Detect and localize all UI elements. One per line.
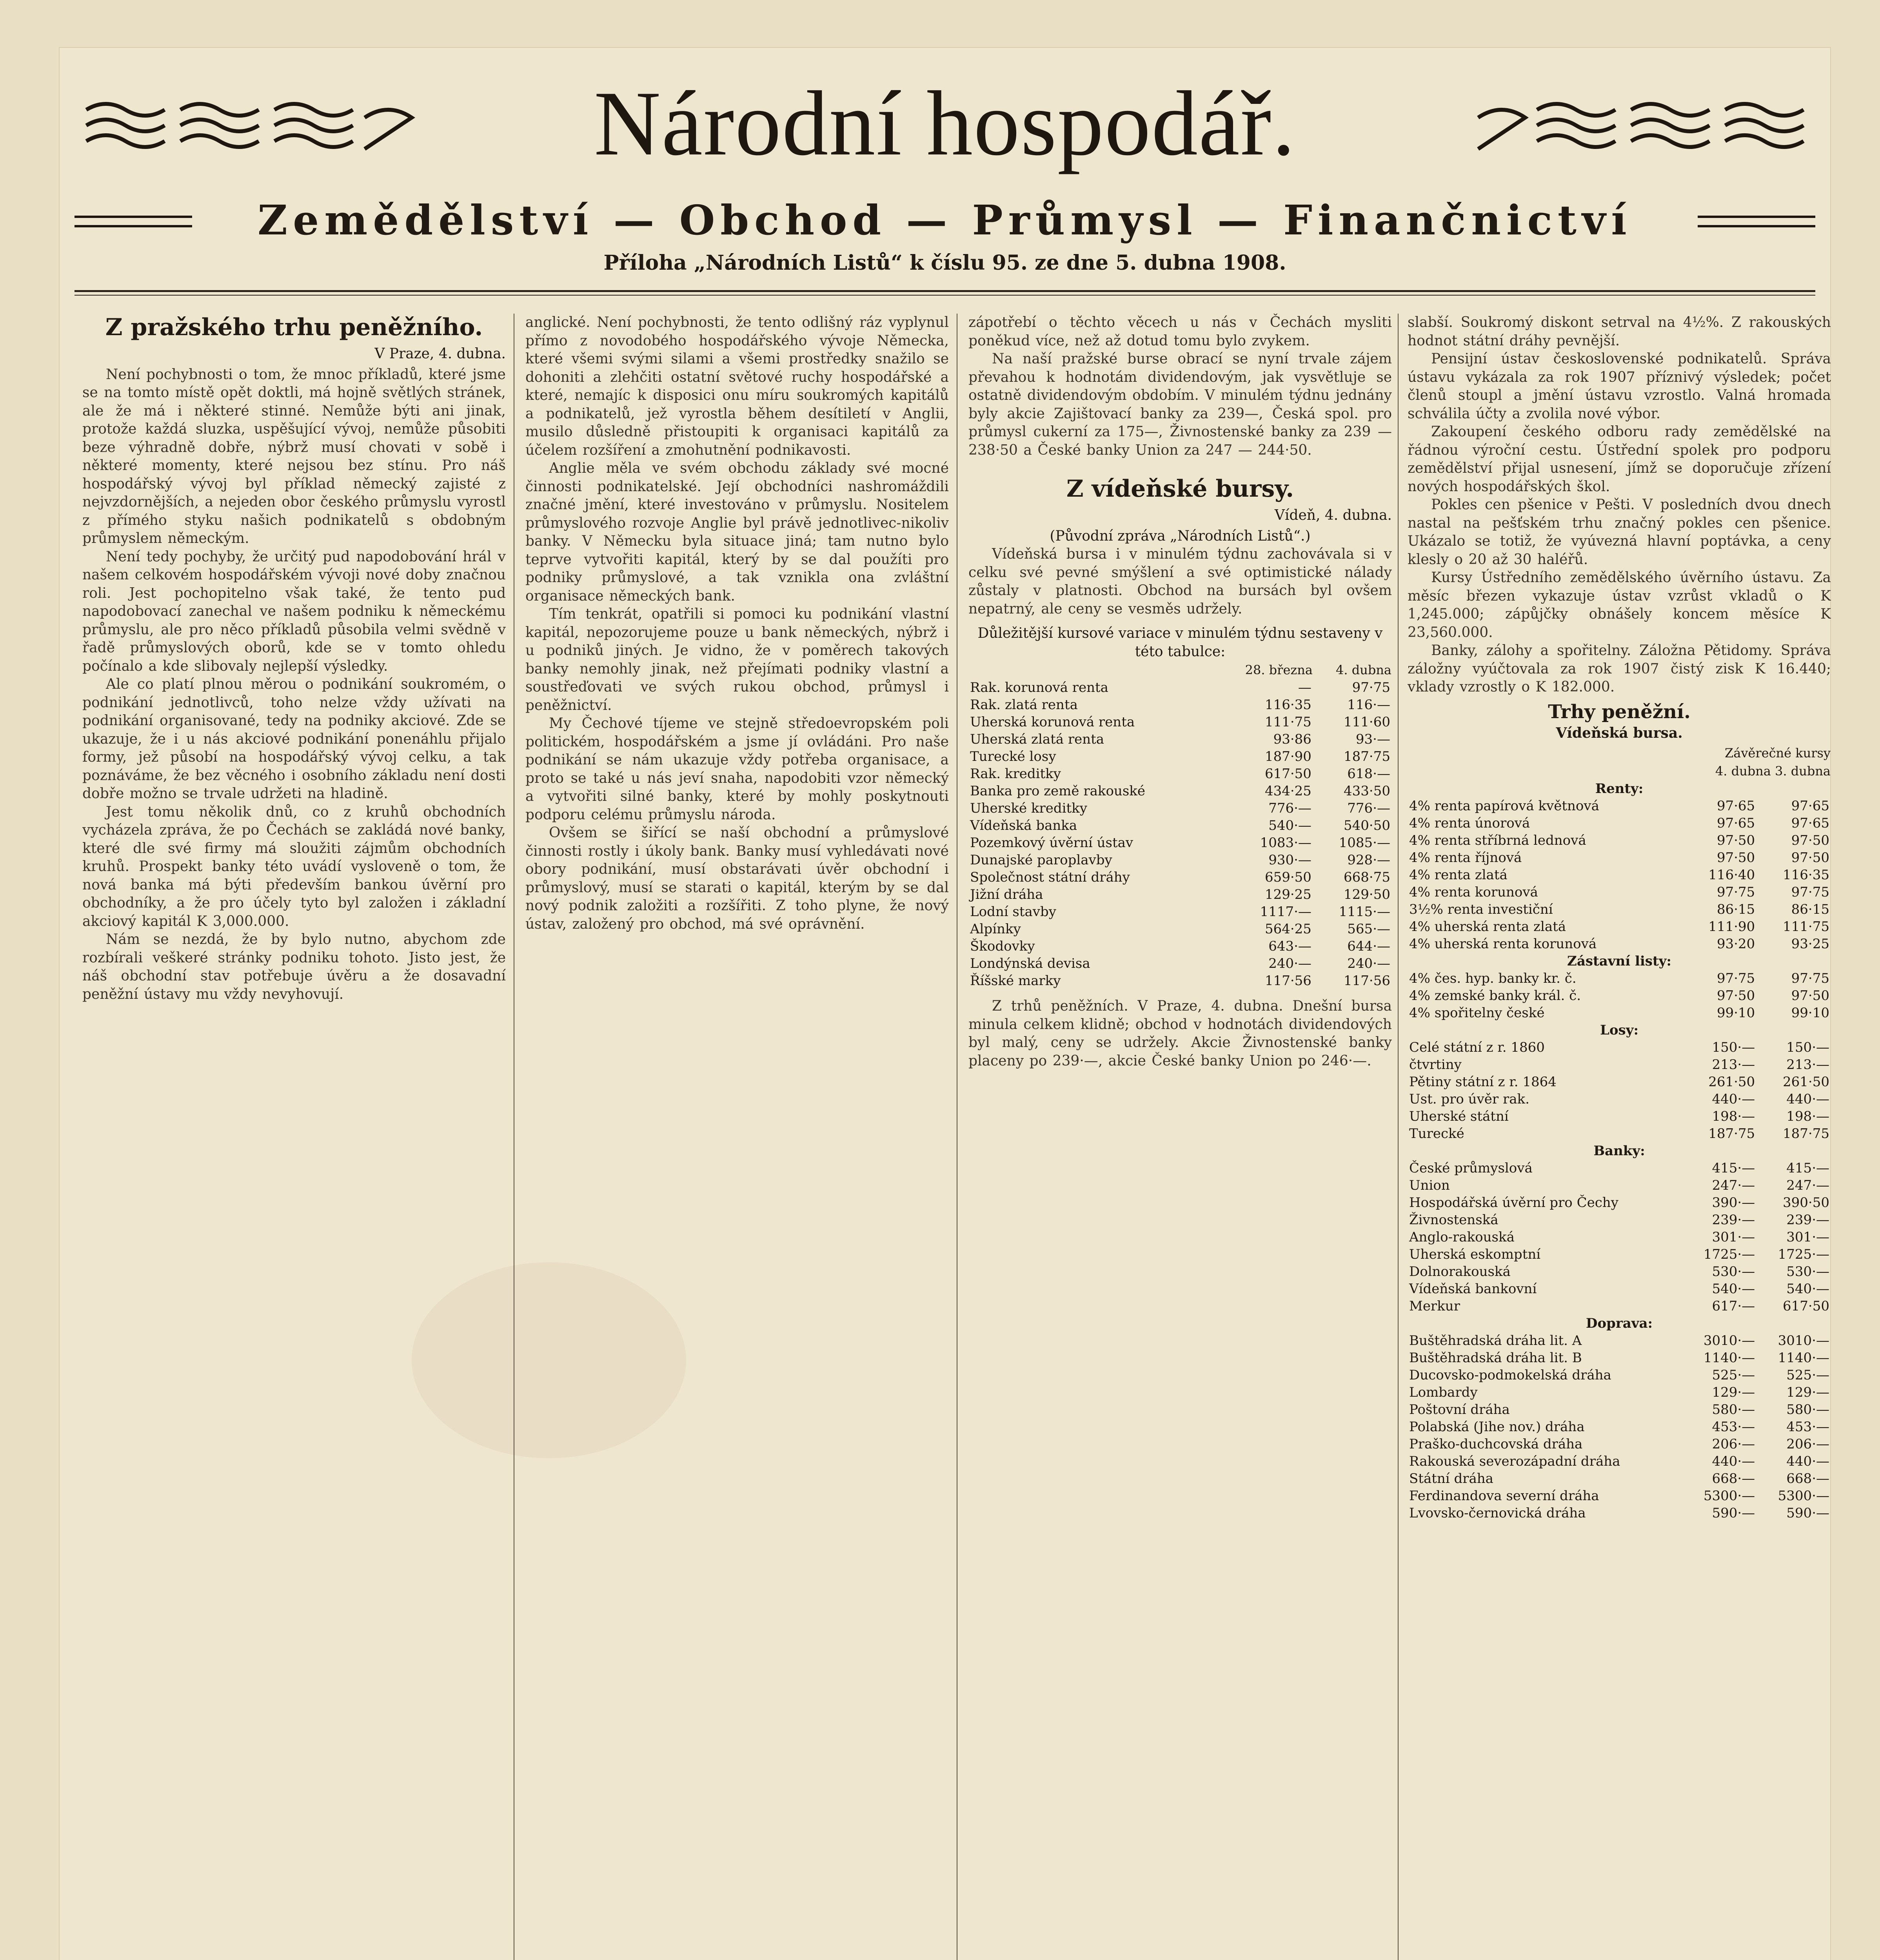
table-row: [1408, 1470, 1831, 1487]
row-label: Rakouská severozápadní dráha: [1409, 1453, 1620, 1469]
row-value: 111·75: [1264, 714, 1311, 730]
table-row: [1408, 1160, 1831, 1177]
row-value: 97·50: [1791, 987, 1829, 1004]
table-row: [968, 972, 1392, 989]
row-value: 928·—: [1347, 852, 1390, 868]
paragraph: anglické. Není pochybnosti, že tento odlišný ráz vyplynul přímo z novodobého hospodářského vývoje Německa, které všemi svými silami a všemi prostředky snažilo se dohoniti a zlehčiti ostatní světové ruchy hospodářské a které, nemajíc k disposici onu míru soukromých kapitálů a podnikatelů, jež vyrostla během desítiletí v Anglii, musilo důsledně přistoupiti k organisaci kapitálů za účelem rozšíření a zmohutnění podnikavosti.: [525, 314, 949, 458]
row-label: Polabská (Jihe nov.) dráha: [1409, 1419, 1585, 1435]
row-value: 97·75: [1717, 884, 1755, 900]
row-label: Praško-duchcovská dráha: [1409, 1436, 1583, 1452]
row-value: 440·—: [1712, 1453, 1755, 1469]
paragraph: Kursy Ústředního zemědělského úvěrního ústavu. Za měsíc březen vykazuje ústav vzrůst vkladů o K 1,245.000; zápůjčky obnášely koncem měsíce K 23,560.000.: [1408, 570, 1831, 641]
row-label: Poštovní dráha: [1409, 1401, 1510, 1417]
row-value: 86·15: [1717, 901, 1755, 917]
row-label: Ducovsko-podmokelská dráha: [1409, 1367, 1611, 1383]
table-row: [1408, 1280, 1831, 1298]
row-label: Lodní stavby: [970, 904, 1056, 920]
table-row: [1408, 797, 1831, 815]
table-row: [968, 782, 1392, 800]
row-value: 261·50: [1783, 1074, 1829, 1090]
row-value: 97·65: [1717, 798, 1755, 814]
table-header-row: [1408, 762, 1831, 780]
table-row: [968, 748, 1392, 765]
table-row: [1408, 1004, 1831, 1022]
section-note: (Původní zpráva „Národních Listů“.): [1050, 528, 1311, 544]
row-value: 261·50: [1708, 1074, 1755, 1090]
row-value: 434·25: [1264, 783, 1311, 799]
row-value: 97·50: [1717, 987, 1755, 1004]
row-label: Rak. kreditky: [970, 766, 1061, 782]
paragraph: My Čechové tíjeme ve stejně středoevropském poli politickém, hospodářském a jsme jí ovládáni. Pro naše podnikání se nám ukazuje vždy potřeba organisace, a proto se také u nás jeví snaha, napodobiti vzor německý a vytvořiti silné banky, které by mohly poskytnouti podporu celému průmyslu národa.: [525, 715, 949, 823]
table-header-row: [1408, 744, 1831, 762]
table-row: [1408, 970, 1831, 987]
row-label: Anglo-rakouská: [1409, 1229, 1515, 1245]
row-value: 116·35: [1783, 867, 1829, 883]
article-dateline: V Praze, 4. dubna.: [374, 346, 506, 362]
row-label: Společnost státní dráhy: [970, 869, 1130, 885]
row-value: 97·75: [1352, 680, 1390, 695]
row-value: 564·25: [1264, 921, 1311, 937]
table-row: [968, 834, 1392, 851]
section-title: Z vídeňské bursy.: [1066, 475, 1294, 503]
rule-right: [1698, 216, 1815, 227]
table-row: [1408, 1332, 1831, 1349]
row-value: 187·75: [1783, 1125, 1829, 1142]
row-label: Turecké losy: [970, 749, 1056, 764]
row-value: 776·—: [1347, 800, 1390, 816]
row-value: 1140·—: [1778, 1350, 1829, 1366]
row-value: 3010·—: [1703, 1332, 1755, 1348]
row-value: 530·—: [1786, 1263, 1829, 1279]
table-row: [1408, 849, 1831, 866]
row-label: Rak. zlatá renta: [970, 697, 1078, 713]
row-value: 187·90: [1264, 749, 1311, 764]
row-label: 4% čes. hyp. banky kr. č.: [1409, 970, 1577, 986]
group-header-row: [1408, 1142, 1831, 1160]
row-value: 440·—: [1712, 1091, 1755, 1107]
row-value: 129·25: [1264, 887, 1311, 902]
row-value: 525·—: [1786, 1367, 1829, 1383]
column-2: [525, 314, 949, 1960]
row-value: 247·—: [1712, 1177, 1755, 1193]
group-header-row: [1408, 1315, 1831, 1332]
row-label: Dunajské paroplavby: [970, 852, 1112, 868]
row-value: 618·—: [1347, 766, 1390, 782]
row-value: 930·—: [1268, 852, 1311, 868]
paragraph: zápotřebí o těchto věcech u nás v Čechách mysliti poněkud více, než až dotud tomu bylo zvykem.: [968, 314, 1392, 349]
row-value: 116·—: [1347, 697, 1390, 713]
kurs-table: [968, 661, 1392, 989]
row-label: Pětiny státní z r. 1864: [1409, 1074, 1557, 1090]
row-value: 86·15: [1791, 901, 1829, 917]
row-value: 93·86: [1273, 731, 1311, 747]
row-label: Buštěhradská dráha lit. A: [1409, 1332, 1582, 1348]
rule-left: [74, 216, 192, 227]
row-value: 117·56: [1344, 973, 1390, 989]
row-value: 97·75: [1717, 970, 1755, 986]
table-row: [968, 955, 1392, 972]
quotes-table: [1408, 744, 1831, 1522]
row-value: 643·—: [1268, 938, 1311, 954]
row-label: Lombardy: [1409, 1384, 1478, 1400]
table-row: [968, 938, 1392, 955]
row-value: 301·—: [1786, 1229, 1829, 1245]
table-row: [1408, 815, 1831, 832]
table-row: [968, 920, 1392, 938]
row-value: 668·—: [1786, 1470, 1829, 1486]
masthead-title: Národní hospodář.: [594, 73, 1296, 175]
table-row: [1408, 884, 1831, 901]
table-row: [1408, 1401, 1831, 1418]
table-row: [1408, 1453, 1831, 1470]
row-label: Živnostenská: [1409, 1212, 1499, 1228]
table-row: [1408, 866, 1831, 884]
row-value: 111·60: [1344, 714, 1390, 730]
table-row: [968, 713, 1392, 731]
row-label: 3½% renta investiční: [1409, 901, 1553, 917]
row-value: 659·50: [1264, 869, 1311, 885]
row-value: 111·90: [1708, 918, 1755, 935]
table-row: [968, 731, 1392, 748]
column-3: [968, 314, 1392, 1960]
table-row: [1408, 1436, 1831, 1453]
row-label: 4% renta zlatá: [1409, 867, 1508, 883]
row-value: 5300·—: [1778, 1488, 1829, 1504]
table-row: [1408, 901, 1831, 918]
row-value: 540·—: [1712, 1281, 1755, 1297]
table-row: [1408, 1298, 1831, 1315]
row-value: 525·—: [1712, 1367, 1755, 1383]
table-row: [1408, 1487, 1831, 1504]
header-divider: [74, 290, 1815, 292]
paragraph: Banky, zálohy a spořitelny. Záložna Pětidomy. Správa záložny vyúčtovala za rok 1907 čistý zisk K 16.440; vklady vzrostly o K 182.000.: [1408, 642, 1831, 695]
row-value: 150·—: [1712, 1039, 1755, 1055]
table-row: [1408, 1418, 1831, 1436]
group-header: Renty:: [1595, 780, 1644, 797]
row-value: 617·50: [1264, 766, 1311, 782]
row-value: 129·—: [1712, 1384, 1755, 1400]
row-label: Uherská zlatá renta: [970, 731, 1104, 747]
ornament-right-icon: [1470, 94, 1807, 157]
row-value: 453·—: [1712, 1419, 1755, 1435]
row-value: 1140·—: [1703, 1350, 1755, 1366]
row-value: 240·—: [1347, 956, 1390, 971]
row-label: Alpínky: [970, 921, 1021, 937]
row-label: Ust. pro úvěr rak.: [1409, 1091, 1529, 1107]
header-divider-thin: [74, 295, 1815, 296]
table-row: [968, 886, 1392, 903]
row-value: 415·—: [1712, 1160, 1755, 1176]
row-value: 390·50: [1783, 1194, 1829, 1210]
row-label: 4% uherská renta zlatá: [1409, 918, 1566, 935]
row-label: Lvovsko-černovická dráha: [1409, 1505, 1586, 1521]
row-label: Banka pro země rakouské: [970, 783, 1145, 799]
group-header: Losy:: [1600, 1022, 1639, 1038]
row-label: Dolnorakouská: [1409, 1263, 1511, 1279]
paragraph: Není tedy pochyby, že určitý pud napodobování hrál v našem celkovém hospodářském vývoji nové doby značnou roli. Jest pochopitelno však také, že tento pud napodobovací zanechal ve našem podniku k německému průmyslu, ale pro něco příkladů působila velmi svědně v řadě průmyslových oborů, kde se v tomto ohledu počínalo a kde slibovaly nejlepší výsledky.: [82, 548, 506, 674]
row-value: 565·—: [1347, 921, 1390, 937]
row-value: 97·75: [1791, 884, 1829, 900]
group-header-row: [1408, 953, 1831, 970]
row-value: 5300·—: [1703, 1488, 1755, 1504]
table-row: [1408, 1091, 1831, 1108]
group-header: Zástavní listy:: [1567, 953, 1671, 969]
row-label: Hospodářská úvěrní pro Čechy: [1409, 1194, 1618, 1210]
row-value: 644·—: [1347, 938, 1390, 954]
paragraph: Není pochybnosti o tom, že mnoc příkladů, které jsme se na tomto místě opět doktli, má hojně světlých stránek, ale že má i některé stinné. Nemůže býti ani jinak, protože každá sluzka, uspěšující vývoj, nemůže působiti beze výhradně dobře, nýbrž musí chovati v sobě i některé momenty, které nejsou bez stínu. Pro náš hospodářský vývoj byl příklad německý zajisté z nejvzdornějších, a nejeden obor českého průmyslu vyrostl z přímého styku našich podnikatelů s obdobným průmyslem německým.: [82, 366, 506, 546]
table-row: [1408, 1367, 1831, 1384]
group-header: Doprava:: [1586, 1315, 1653, 1331]
paragraph: Zakoupení českého odboru rady zemědělské na řádnou výroční cestu. Ústřední spolek pro podporu zemědělství přijal usnesení, jímž se doporučuje zřízení nových hospodářských škol.: [1408, 424, 1831, 495]
paragraph: Pokles cen pšenice v Pešti. V posledních dvou dnech nastal na pešťském trhu značný pokles cen pšenice. Ukázalo se totiž, že vyúvezná hlavní poptávka, a ceny klesly o 20 až 30 haléřů.: [1408, 497, 1831, 568]
row-value: 150·—: [1786, 1039, 1829, 1055]
table-row: [1408, 1349, 1831, 1367]
paragraph: Pensijní ústav československé podnikatelů. Správa ústavu vykázala za rok 1907 příznivý výsledek; počet členů stoupl a jmění ústavu vzrostlo. Valná hromada schválila účty a zvolila nové výbor.: [1408, 351, 1831, 422]
row-label: 4% renta únorová: [1409, 815, 1530, 831]
table-header-row: [968, 661, 1392, 679]
row-value: 198·—: [1786, 1108, 1829, 1124]
row-label: Union: [1409, 1177, 1450, 1193]
masthead: [59, 63, 1831, 180]
table-row: [1408, 987, 1831, 1004]
table-row: [968, 903, 1392, 920]
row-value: 213·—: [1712, 1056, 1755, 1073]
row-label: Merkur: [1409, 1298, 1460, 1314]
table-caption: Důležitější kursové variace v minulém týdnu sestaveny v této tabulce:: [977, 625, 1383, 660]
table-row: [1408, 1246, 1831, 1263]
row-value: 440·—: [1786, 1091, 1829, 1107]
table-row: [1408, 1073, 1831, 1091]
row-label: Škodovky: [970, 938, 1035, 954]
column-header: 4. dubna: [1336, 662, 1391, 677]
row-label: 4% renta korunová: [1409, 884, 1538, 900]
row-value: 580·—: [1712, 1401, 1755, 1417]
table-row: [1408, 1056, 1831, 1073]
row-value: 111·75: [1783, 918, 1829, 935]
row-value: 187·75: [1344, 749, 1390, 764]
table-row: [1408, 1194, 1831, 1211]
row-value: 97·50: [1717, 849, 1755, 866]
row-value: 776·—: [1268, 800, 1311, 816]
row-value: 590·—: [1712, 1505, 1755, 1521]
row-value: 433·50: [1344, 783, 1390, 799]
row-label: Londýnská devisa: [970, 956, 1090, 971]
row-value: 1725·—: [1703, 1246, 1755, 1262]
paragraph: Z trhů peněžních. V Praze, 4. dubna. Dnešní bursa minula celkem klidně; obchod v hodnotách dividendových byl malý, ceny se udržely. Akcie Živnostenské banky placeny po 239·—, akcie České banky Union po 246·—.: [968, 998, 1392, 1069]
row-label: 4% spořitelny české: [1409, 1005, 1545, 1021]
row-label: Turecké: [1409, 1125, 1464, 1142]
row-label: Pozemkový úvěrní ústav: [970, 835, 1133, 851]
table-row: [1408, 918, 1831, 935]
row-value: 440·—: [1786, 1453, 1829, 1469]
paragraph: Anglie měla ve svém obchodu základy své mocné činnosti podnikatelské. Její obchodníci nashromáždili značné jmění, které investováno v průmyslu. Nositelem průmyslového rozvoje Anglie byl právě jednotlivec-nikoliv banky. V Německu byla situace jiná; tam nutno bylo teprve vytvořiti kapitál, který by se dal použíti pro podniky průmyslové, a tak vznikla ona zvláštní organisace německých bank.: [525, 460, 949, 604]
table-row: [1408, 1504, 1831, 1522]
row-label: Uherské kreditky: [970, 800, 1087, 816]
row-label: 4% renta říjnová: [1409, 849, 1522, 866]
row-value: 93·25: [1791, 936, 1829, 952]
row-value: 3010·—: [1778, 1332, 1829, 1348]
row-value: 93·—: [1355, 731, 1390, 747]
table-row: [1408, 1263, 1831, 1280]
group-header: Banky:: [1593, 1143, 1645, 1159]
section-dateline: Vídeň, 4. dubna.: [1274, 507, 1392, 523]
row-value: 1115·—: [1339, 904, 1390, 920]
article-title: Z pražského trhu peněžního.: [105, 314, 483, 341]
table-row: [1408, 935, 1831, 953]
row-value: 97·50: [1791, 849, 1829, 866]
row-value: 206·—: [1786, 1436, 1829, 1452]
row-label: České průmyslová: [1409, 1160, 1533, 1176]
group-header-row: [1408, 780, 1831, 797]
row-label: Vídeňská banka: [970, 818, 1077, 833]
paragraph: Jest tomu několik dnů, co z kruhů obchodních vycházela zpráva, že po Čechách se zakládá nové banky, které dle své firmy má sloužiti zájmům obchodních kruhů. Prospekt banky této uvádí vysloveně o tom, že nová banka má býti především bankou úvěrní pro obchodníky, a že pro účely tyto byl založen i základní akciový kapitál K 3,000.000.: [82, 804, 506, 929]
row-value: 1085·—: [1339, 835, 1390, 851]
row-label: Jižní dráha: [970, 887, 1043, 902]
row-value: 129·50: [1344, 887, 1390, 902]
column-1: [82, 314, 506, 1960]
row-value: 206·—: [1712, 1436, 1755, 1452]
row-label: Rak. korunová renta: [970, 680, 1108, 695]
row-value: 247·—: [1786, 1177, 1829, 1193]
paragraph: slabší. Soukromý diskont setrval na 4½%. Z rakouských hodnot státní dráhy pevnější.: [1408, 314, 1831, 349]
table-row: [968, 696, 1392, 713]
row-value: 453·—: [1786, 1419, 1829, 1435]
row-value: 116·35: [1264, 697, 1311, 713]
row-label: Státní dráha: [1409, 1470, 1493, 1486]
table-row: [1408, 1211, 1831, 1229]
row-label: Uherská eskomptní: [1409, 1246, 1541, 1262]
row-label: Říšské marky: [970, 973, 1061, 989]
table-row: [1408, 1229, 1831, 1246]
row-value: 187·75: [1708, 1125, 1755, 1142]
column-divider: [1398, 314, 1399, 1960]
table-row: [968, 679, 1392, 696]
row-value: 617·50: [1783, 1298, 1829, 1314]
row-value: 540·—: [1268, 818, 1311, 833]
row-value: 240·—: [1268, 956, 1311, 971]
row-label: 4% zemské banky král. č.: [1409, 987, 1581, 1004]
row-value: 99·10: [1791, 1005, 1829, 1021]
table-row: [968, 800, 1392, 817]
row-label: Uherská korunová renta: [970, 714, 1135, 730]
row-value: 97·65: [1791, 815, 1829, 831]
column-header: 28. března: [1245, 662, 1313, 677]
row-value: 99·10: [1717, 1005, 1755, 1021]
row-value: 540·—: [1786, 1281, 1829, 1297]
table-row: [968, 765, 1392, 782]
table-row: [1408, 1177, 1831, 1194]
row-value: 580·—: [1786, 1401, 1829, 1417]
paragraph: Ovšem se šiřící se naší obchodní a průmyslové činnosti rostly i úkoly bank. Banky musí vyhledávati nové obory podnikání, musí obstarávati úvěr obchodní i průmyslový, musí se starati o kapitál, kterým by se dal nový podnik založiti a rozšířiti. Z toho plyne, že nový ústav, založený pro obchod, má své oprávnění.: [525, 825, 949, 932]
supplement-line: Příloha „Národních Listů“ k číslu 95. ze dne 5. dubna 1908.: [603, 251, 1286, 275]
row-value: 1117·—: [1260, 904, 1311, 920]
row-label: 4% uherská renta korunová: [1409, 936, 1597, 952]
table-row: [968, 851, 1392, 869]
row-value: 97·65: [1717, 815, 1755, 831]
section-title: Trhy peněžní.: [1548, 701, 1691, 723]
table-row: [1408, 1384, 1831, 1401]
row-label: Buštěhradská dráha lit. B: [1409, 1350, 1582, 1366]
paragraph: Tím tenkrát, opatřili si pomoci ku podnikání vlastní kapitál, nepozorujeme pouze u bank německých, nýbrž i u podniků jiných. Je vidno, že v poměrech takových banky nemohly jinak, než přejímati podniky vlastní a soustřeďovati ve svých rukou obchod, průmysl i peněžnictví.: [525, 606, 949, 713]
row-label: 4% renta papírová květnová: [1409, 798, 1599, 814]
row-value: 1725·—: [1778, 1246, 1829, 1262]
row-label: Uherské státní: [1409, 1108, 1509, 1124]
row-value: 97·50: [1717, 832, 1755, 848]
row-value: 97·75: [1791, 970, 1829, 986]
row-value: 213·—: [1786, 1056, 1829, 1073]
row-value: 617·—: [1712, 1298, 1755, 1314]
paragraph: Ale co platí plnou měrou o podnikání soukromém, o podnikání jednotlivců, toho nelze vždy užívati na podnikání organisované, tedy na podniky akciové. Zde se ukazuje, že i u nás akciové podnikání ponenáhlu přijalo formy, jež působí na hospodářský vývoj celku, a tak poznáváme, že bez věcného i osobního základu není dosti dobře možno se trvale udržeti na hladině.: [82, 676, 506, 802]
row-value: 668·—: [1712, 1470, 1755, 1486]
group-header-row: [1408, 1022, 1831, 1039]
row-value: —: [1298, 680, 1311, 695]
row-label: Vídeňská bankovní: [1409, 1281, 1537, 1297]
row-label: Celé státní z r. 1860: [1409, 1039, 1545, 1055]
table-row: [968, 869, 1392, 886]
row-value: 301·—: [1712, 1229, 1755, 1245]
row-value: 590·—: [1786, 1505, 1829, 1521]
row-value: 239·—: [1712, 1212, 1755, 1228]
row-value: 129·—: [1786, 1384, 1829, 1400]
row-value: 239·—: [1786, 1212, 1829, 1228]
row-value: 415·—: [1786, 1160, 1829, 1176]
row-label: čtvrtiny: [1409, 1056, 1462, 1073]
row-value: 97·50: [1791, 832, 1829, 848]
section-subtitle: Vídeňská bursa.: [1556, 725, 1683, 741]
row-value: 1083·—: [1260, 835, 1311, 851]
masthead-subtitle: Zemědělství — Obchod — Průmysl — Finančnictví: [258, 196, 1632, 244]
paragraph: Nám se nezdá, že by bylo nutno, abychom zde rozbírali veškeré stránky podniku tohoto. Jisto jest, že náš obchodní stav potřebuje úvěru a že dosavadní peněžní ústavy mu vždy nevyhovují.: [82, 931, 506, 1002]
paragraph: Vídeňská bursa i v minulém týdnu zachovávala si v celku své pevné smýšlení a své optimistické nálady zůstaly v platnosti. Obchod na bursách byl ovšem nepatrný, ale ceny se vesměs udržely.: [968, 546, 1392, 617]
newspaper-page: [59, 47, 1831, 1960]
row-value: 668·75: [1344, 869, 1390, 885]
row-value: 390·—: [1712, 1194, 1755, 1210]
table-row: [1408, 1108, 1831, 1125]
table-row: [1408, 1125, 1831, 1142]
column-header: Závěrečné kursy: [1725, 745, 1831, 760]
row-value: 540·50: [1344, 818, 1390, 833]
row-value: 97·65: [1791, 798, 1829, 814]
column-4: [1408, 314, 1831, 1960]
row-value: 93·20: [1717, 936, 1755, 952]
table-row: [1408, 832, 1831, 849]
row-label: 4% renta stříbrná lednová: [1409, 832, 1586, 848]
row-value: 530·—: [1712, 1263, 1755, 1279]
row-value: 117·56: [1264, 973, 1311, 989]
row-value: 116·40: [1708, 867, 1755, 883]
table-row: [1408, 1039, 1831, 1056]
column-header: 4. dubna 3. dubna: [1715, 763, 1831, 779]
table-row: [968, 817, 1392, 834]
masthead-subtitle-row: [59, 196, 1831, 243]
row-label: Ferdinandova severní dráha: [1409, 1488, 1599, 1504]
paragraph: Na naší pražské burse obrací se nyní trvale zájem převahou k hodnotám dividendovým, jak vysvětluje se ostatně dividendovým obdobím. V minulém týdnu jednány byly akcie Zajištovací banky za 239—, Česká spol. pro průmysl cukerní za 175—, Živnostenské banky za 239 — 238·50 a České banky Union za 247 — 244·50.: [968, 351, 1392, 458]
row-value: 198·—: [1712, 1108, 1755, 1124]
